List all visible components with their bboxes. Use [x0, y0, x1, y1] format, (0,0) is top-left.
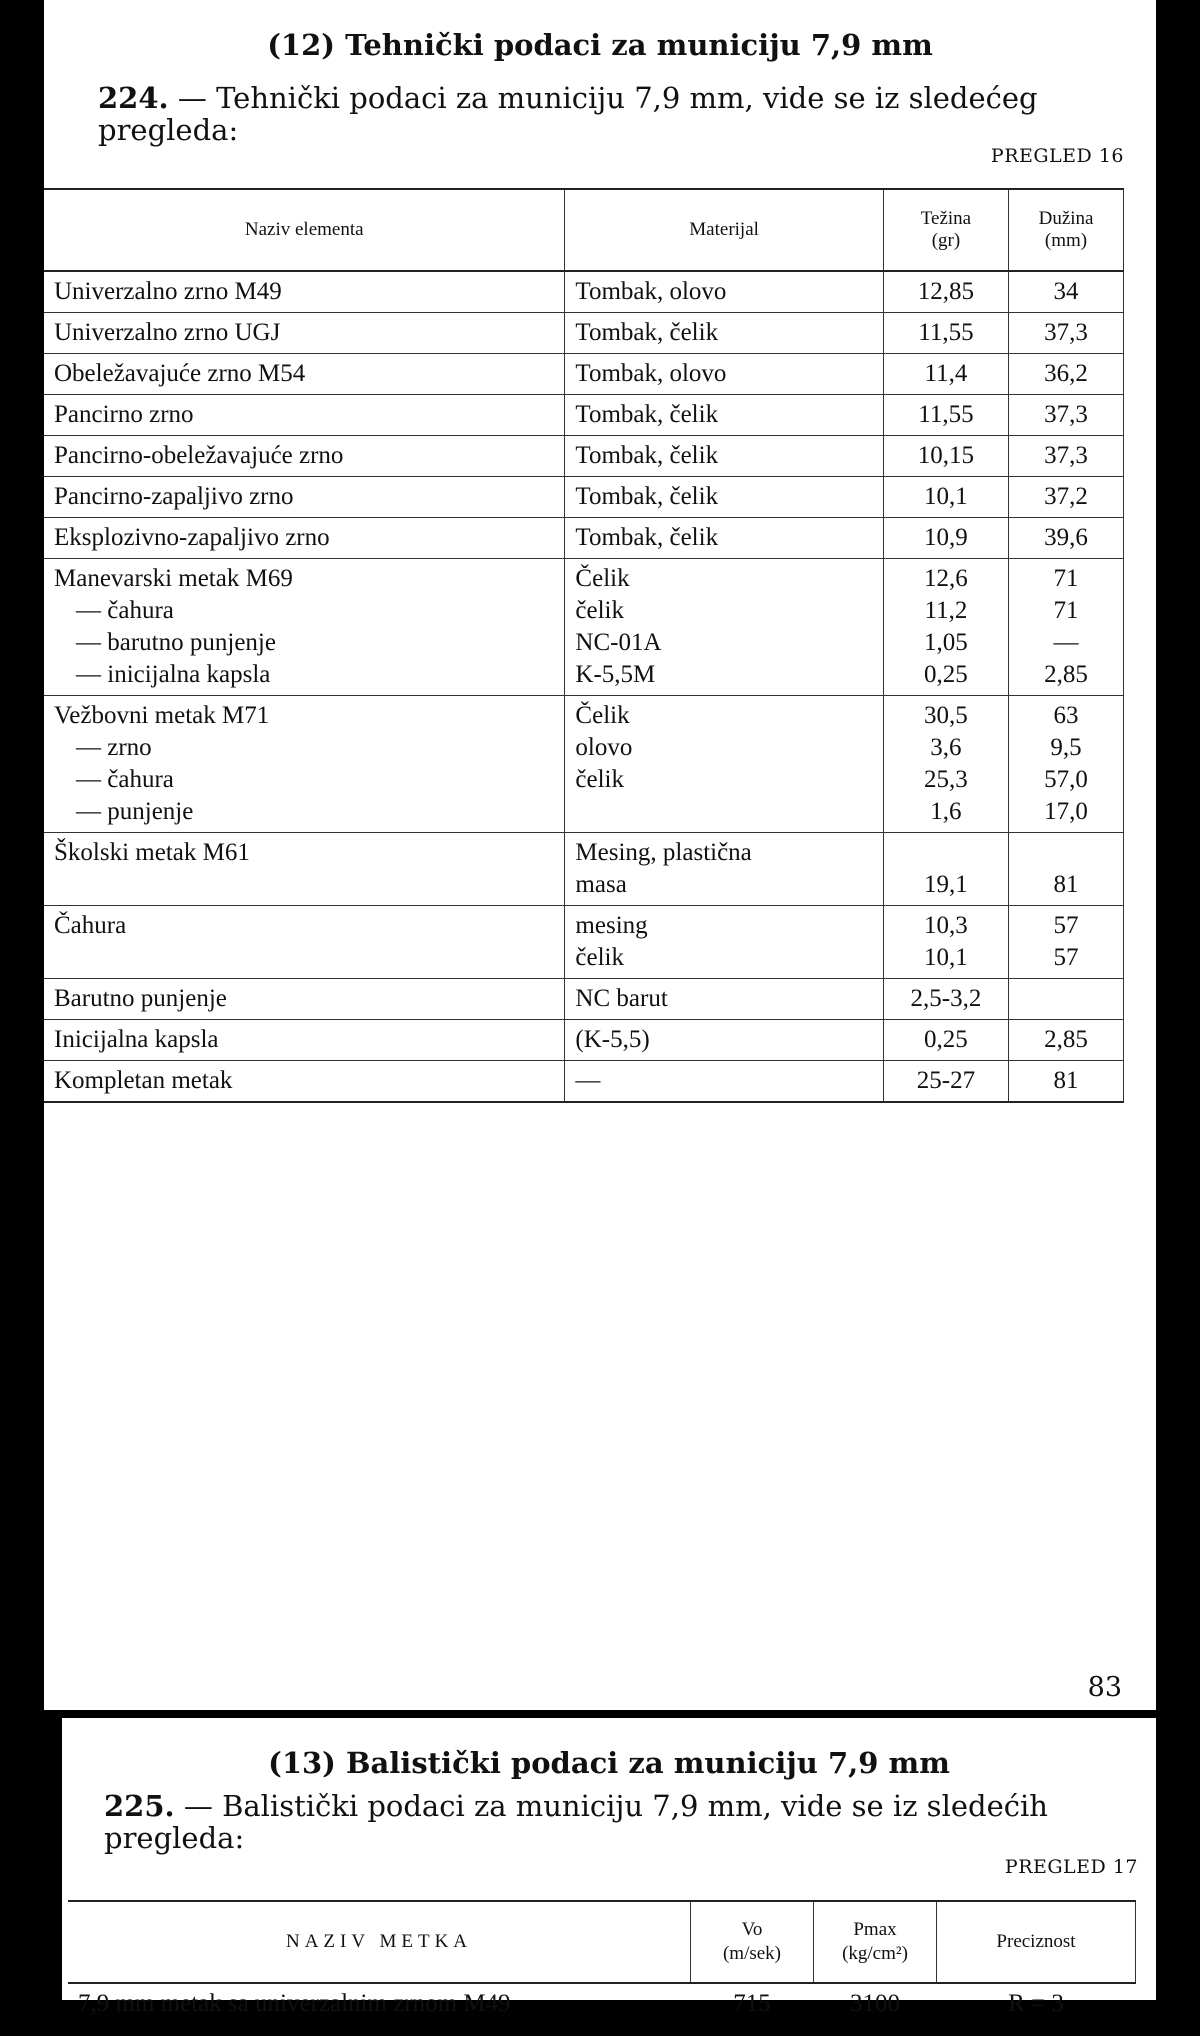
cell-length: 37,3 [1009, 436, 1124, 477]
ballistic-data-table [68, 1900, 1136, 2036]
cell-length: 81 [1009, 833, 1124, 906]
cell-length: 63 9,5 57,0 17,0 [1009, 696, 1124, 833]
table-row [44, 395, 1124, 436]
table-row [44, 354, 1124, 395]
cell-name: Univerzalno zrno M49 [44, 271, 565, 313]
document-page-83 [44, 0, 1156, 1710]
cell-name: Čahura [44, 906, 565, 979]
cell-material: Tombak, čelik [565, 436, 883, 477]
cell-weight: 10,1 [883, 477, 1008, 518]
table-header-row [68, 1901, 1136, 1983]
header-weight: Težina (gr) [883, 189, 1008, 271]
header-name: Naziv elementa [44, 189, 565, 271]
header-vo: Vo (m/sek) [691, 1901, 814, 1983]
cell-pmax: 3100 [850, 1990, 900, 2017]
cell-length: 2,85 [1009, 1020, 1124, 1061]
cell-material: Tombak, olovo [565, 354, 883, 395]
cell-name: Pancirno-zapaljivo zrno [44, 477, 565, 518]
cell-material: Čelik čelik NC-01A K-5,5M [565, 559, 883, 696]
cell-weight: 25-27 [883, 1061, 1008, 1103]
table-row [44, 1020, 1124, 1061]
table-row [44, 906, 1124, 979]
table-row [44, 696, 1124, 833]
cell-name: Inicijalna kapsla [44, 1020, 565, 1061]
cell-weight: 10,15 [883, 436, 1008, 477]
table-row [44, 559, 1124, 696]
table-row [44, 518, 1124, 559]
cell-length: 71 71 — 2,85 [1009, 559, 1124, 696]
cell-name: Školski metak M61 [44, 833, 565, 906]
header-precision: Preciznost [937, 1901, 1136, 1983]
cell-weight: 0,25 [883, 1020, 1008, 1061]
cell-length: 34 [1009, 271, 1124, 313]
cell-weight: 11,55 [883, 395, 1008, 436]
cell-material: mesing čelik [565, 906, 883, 979]
cell-material: NC barut [565, 979, 883, 1020]
cell-length: 37,3 [1009, 313, 1124, 354]
header-pmax: Pmax (kg/cm²) [814, 1901, 937, 1983]
cell-name: Pancirno zrno [44, 395, 565, 436]
cell-material: — [565, 1061, 883, 1103]
cell-weight: 2,5-3,2 [883, 979, 1008, 1020]
table-row [44, 436, 1124, 477]
table-row [44, 833, 1124, 906]
cell-weight: 19,1 [883, 833, 1008, 906]
cell-name: Barutno punjenje [44, 979, 565, 1020]
section-title: (12) Tehnički podaci za municiju 7,9 mm [267, 28, 933, 62]
cell-weight: 12,6 11,2 1,05 0,25 [883, 559, 1008, 696]
cell-name: Vežbovni metak M71 — zrno — čahura — punjenje [44, 696, 565, 833]
cell-weight: 10,9 [883, 518, 1008, 559]
pregled-label: PREGLED 16 [990, 145, 1124, 167]
cell-material: (K-5,5) [565, 1020, 883, 1061]
table-header-row [44, 189, 1124, 271]
cell-weight: 11,4 [883, 354, 1008, 395]
table-row [44, 1061, 1124, 1103]
cell-material: Tombak, čelik [565, 395, 883, 436]
cell-material: Tombak, olovo [565, 271, 883, 313]
intro-text: — Balistički podaci za municiju 7,9 mm, vide se iz sledećih pregleda: [104, 1789, 1048, 1855]
table-row [44, 271, 1124, 313]
paragraph-number: 224. [98, 81, 169, 115]
cell-material: Tombak, čelik [565, 477, 883, 518]
cell-length: 57 57 [1009, 906, 1124, 979]
table-row [44, 313, 1124, 354]
header-material: Materijal [565, 189, 883, 271]
cell-length [1009, 979, 1124, 1020]
cell-material: Čelik olovo čelik [565, 696, 883, 833]
cell-length: 37,3 [1009, 395, 1124, 436]
cell-name: Manevarski metak M69 — čahura — barutno punjenje — inicijalna kapsla [44, 559, 565, 696]
pregled-label: PREGLED 17 [1004, 1856, 1138, 1878]
header-length: Dužina (mm) [1009, 189, 1124, 271]
cell-material: Mesing, plastična masa [565, 833, 883, 906]
page-number: 83 [1087, 1672, 1122, 1703]
cell-name: Eksplozivno-zapaljivo zrno [44, 518, 565, 559]
cell-weight: 10,3 10,1 [883, 906, 1008, 979]
cell-material: Tombak, čelik [565, 518, 883, 559]
cell-length: 36,2 [1009, 354, 1124, 395]
cell-weight: 30,5 3,6 25,3 1,6 [883, 696, 1008, 833]
cell-length: 37,2 [1009, 477, 1124, 518]
cell-weight: 12,85 [883, 271, 1008, 313]
cell-name: Pancirno-obeležavajuće zrno [44, 436, 565, 477]
header-name: NAZIV METKA [68, 1901, 691, 1983]
intro-text: — Tehnički podaci za municiju 7,9 mm, vide se iz sledećeg pregleda: [98, 81, 1038, 147]
paragraph-number: 225. [104, 1789, 175, 1823]
cell-length: 39,6 [1009, 518, 1124, 559]
cell-name: Univerzalno zrno UGJ [44, 313, 565, 354]
table-row [68, 1983, 1136, 2036]
cell-vo: 715 [733, 1990, 771, 2017]
technical-data-table [44, 188, 1124, 1103]
cell-length: 81 [1009, 1061, 1124, 1103]
cell-name: 7,9 mm metak sa univerzalnim zrnom M49 [78, 1990, 511, 2017]
intro-paragraph [104, 1790, 1134, 1854]
cell-material: Tombak, čelik [565, 313, 883, 354]
document-page-84 [62, 1718, 1156, 2017]
cell-precision: R = 3 [1008, 1990, 1064, 2017]
section-title: (13) Balistički podaci za municiju 7,9 mm [268, 1746, 950, 1780]
intro-paragraph [98, 82, 1128, 146]
table-row [44, 979, 1124, 1020]
cell-name: Kompletan metak [44, 1061, 565, 1103]
cell-name: Obeležavajuće zrno M54 [44, 354, 565, 395]
table-row [44, 477, 1124, 518]
cell-weight: 11,55 [883, 313, 1008, 354]
table-body [44, 271, 1124, 1102]
